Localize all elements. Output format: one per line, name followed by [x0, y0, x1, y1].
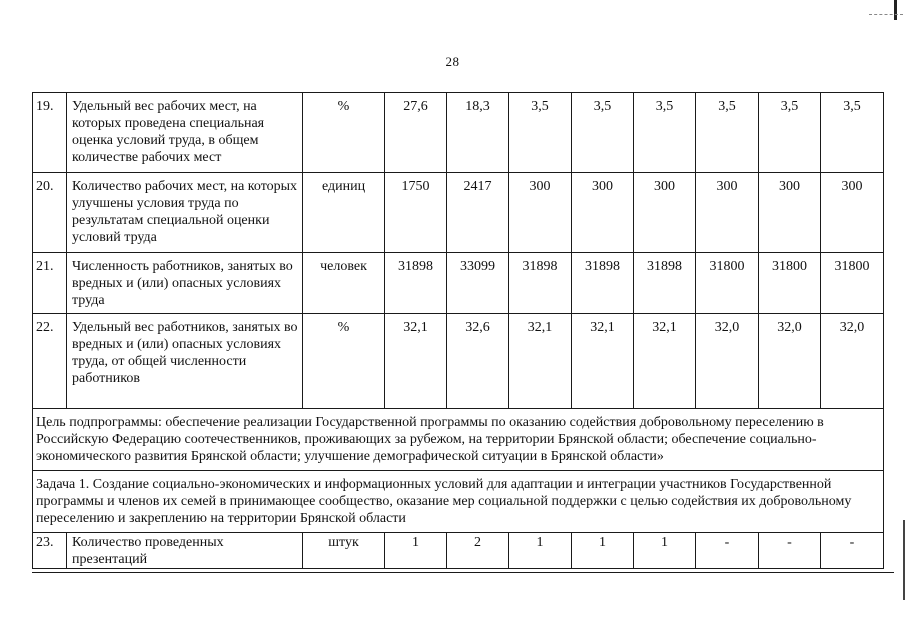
value-cell: 300: [634, 173, 696, 253]
value-cell: 32,0: [696, 314, 759, 409]
row-number: 21.: [33, 253, 67, 314]
value-cell: 18,3: [447, 93, 509, 173]
unit-cell: штук: [303, 533, 385, 569]
table-bottom-line: [32, 572, 894, 573]
value-cell: 27,6: [385, 93, 447, 173]
value-cell: 32,1: [634, 314, 696, 409]
value-cell: 1: [572, 533, 634, 569]
value-cell: 3,5: [821, 93, 884, 173]
indicator-name: Количество рабочих мест, на которых улучшены условия труда по результатам специальной оценки условий труда: [67, 173, 303, 253]
row-number: 20.: [33, 173, 67, 253]
table-row: [33, 253, 884, 314]
value-cell: 3,5: [634, 93, 696, 173]
unit-cell: человек: [303, 253, 385, 314]
page-number: 28: [445, 54, 460, 69]
value-cell: 300: [759, 173, 821, 253]
value-cell: 32,1: [572, 314, 634, 409]
value-cell: 31898: [634, 253, 696, 314]
unit-cell: %: [303, 314, 385, 409]
value-cell: 300: [821, 173, 884, 253]
value-cell: 1: [385, 533, 447, 569]
value-cell: 3,5: [509, 93, 572, 173]
value-cell: 32,1: [385, 314, 447, 409]
indicator-name: Численность работников, занятых во вредных и (или) опасных условиях труда: [67, 253, 303, 314]
value-cell: 2: [447, 533, 509, 569]
table-row: [33, 93, 884, 173]
value-cell: 300: [509, 173, 572, 253]
value-cell: 1: [634, 533, 696, 569]
value-cell: 300: [572, 173, 634, 253]
value-cell: -: [696, 533, 759, 569]
value-cell: 300: [696, 173, 759, 253]
value-cell: 31898: [509, 253, 572, 314]
value-cell: -: [759, 533, 821, 569]
scan-artifact-mark: [894, 0, 897, 20]
value-cell: 32,0: [821, 314, 884, 409]
value-cell: 3,5: [572, 93, 634, 173]
subprogram-goal: Цель подпрограммы: обеспечение реализации Государственной программы по оказанию содействия добровольному переселению в Российскую Федерацию соотечественников, проживающих за рубежом, на территории Брянской области; обеспечение социально-экономического развития Брянской области; улучшение демографической ситуации в Брянской области»: [33, 409, 884, 471]
scan-artifact-dashes: [869, 14, 903, 16]
value-cell: 31800: [821, 253, 884, 314]
value-cell: 2417: [447, 173, 509, 253]
value-cell: 31898: [385, 253, 447, 314]
indicator-name: Количество проведенных презентаций: [67, 533, 303, 569]
table-row: [33, 533, 884, 569]
value-cell: -: [821, 533, 884, 569]
value-cell: 32,6: [447, 314, 509, 409]
value-cell: 1: [509, 533, 572, 569]
indicator-name: Удельный вес рабочих мест, на которых проведена специальная оценка условий труда, в общем количестве рабочих мест: [67, 93, 303, 173]
value-cell: 32,0: [759, 314, 821, 409]
value-cell: 31800: [696, 253, 759, 314]
indicators-table: [32, 92, 884, 569]
row-number: 19.: [33, 93, 67, 173]
row-number: 23.: [33, 533, 67, 569]
task-row: [33, 471, 884, 533]
value-cell: 3,5: [696, 93, 759, 173]
indicator-name: Удельный вес работников, занятых во вредных и (или) опасных условиях труда, от общей численности работников: [67, 314, 303, 409]
row-number: 22.: [33, 314, 67, 409]
unit-cell: %: [303, 93, 385, 173]
goal-row: [33, 409, 884, 471]
value-cell: 32,1: [509, 314, 572, 409]
value-cell: 31898: [572, 253, 634, 314]
value-cell: 33099: [447, 253, 509, 314]
table-row: [33, 314, 884, 409]
value-cell: 3,5: [759, 93, 821, 173]
task-1: Задача 1. Создание социально-экономических и информационных условий для адаптации и интеграции участников Государственной программы и членов их семей в принимающее сообщество, оказание мер социальной поддержки с целью содействия их добровольному переселению и закреплению на территории Брянской области: [33, 471, 884, 533]
unit-cell: единиц: [303, 173, 385, 253]
value-cell: 31800: [759, 253, 821, 314]
table-row: [33, 173, 884, 253]
value-cell: 1750: [385, 173, 447, 253]
